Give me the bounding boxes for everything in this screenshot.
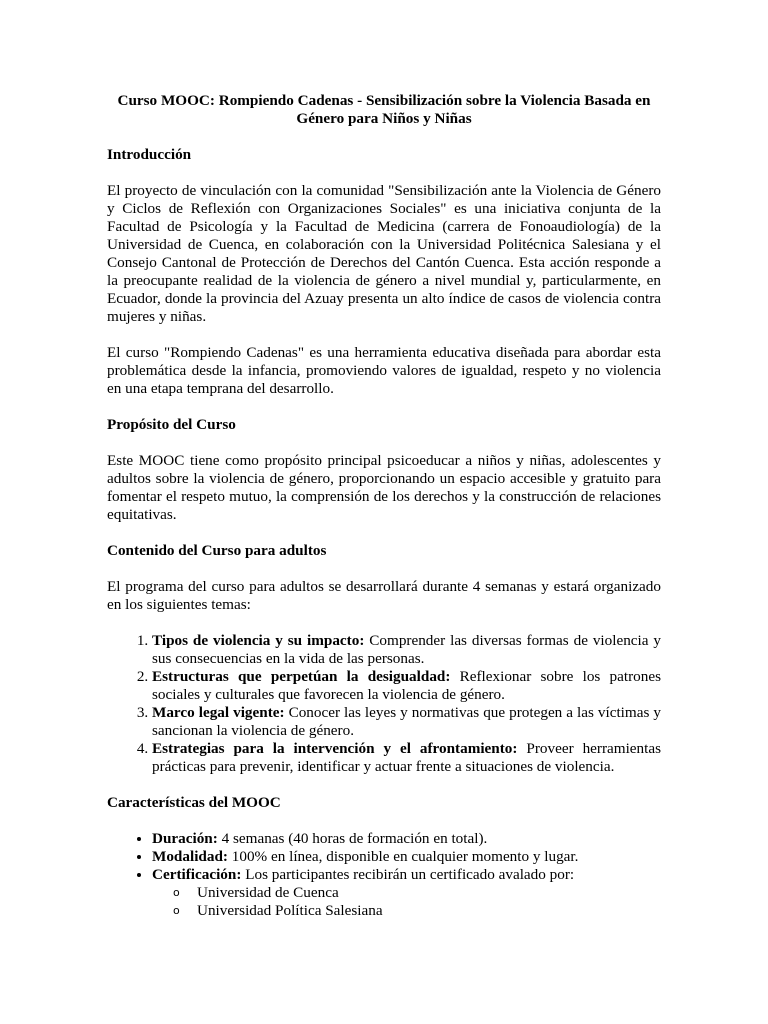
topic-text: Proveer herramientas prácticas para prevenir, identificar y actuar frente a situaciones de violencia. <box>152 740 661 775</box>
certifiers-list <box>152 884 661 920</box>
content-paragraph: El programa del curso para adultos se desarrollará durante 4 semanas y estará organizado en los siguientes temas: <box>107 578 661 613</box>
heading-contenido: Contenido del Curso para adultos <box>107 542 327 559</box>
topic-label: Marco legal vigente: <box>152 704 285 721</box>
list-item <box>152 848 661 866</box>
heading-introduccion: Introducción <box>107 146 192 163</box>
feature-text: 4 semanas (40 horas de formación en total). <box>217 830 488 847</box>
topics-list <box>107 632 661 776</box>
certifier-name: Universidad de Cuenca <box>197 884 339 901</box>
topic-text: Reflexionar sobre los patrones sociales y culturales que favorecen la violencia de género. <box>152 668 661 703</box>
intro-paragraph-2: El curso "Rompiendo Cadenas" es una herramienta educativa diseñada para abordar esta problemática desde la infancia, promoviendo valores de igualdad, respeto y no violencia en una etapa temprana del desarrollo. <box>107 344 661 397</box>
list-item <box>152 632 661 668</box>
heading-proposito: Propósito del Curso <box>107 416 236 433</box>
feature-label: Modalidad: <box>152 848 228 865</box>
list-item <box>152 830 661 848</box>
intro-paragraph-1: El proyecto de vinculación con la comunidad "Sensibilización ante la Violencia de Género y Ciclos de Reflexión con Organizaciones Sociales" es una iniciativa conjunta de la Facultad de Psicología y la Facultad de Medicina (carrera de Fonoaudiología) de la Universidad de Cuenca, en colaboración con la Universidad Politécnica Salesiana y el Consejo Cantonal de Protección de Derechos del Cantón Cuenca. Esta acción responde a la preocupante realidad de la violencia de género a nivel mundial y, particularmente, en Ecuador, donde la provincia del Azuay presenta un alto índice de casos de violencia contra mujeres y niñas. <box>107 182 661 325</box>
feature-label: Duración: <box>152 830 218 847</box>
topic-label: Tipos de violencia y su impacto: <box>152 632 365 649</box>
topic-text: Comprender las diversas formas de violencia y sus consecuencias en la vida de las personas. <box>152 632 661 667</box>
hollow-bullet-icon: o <box>173 886 180 899</box>
hollow-bullet-icon: o <box>173 904 180 917</box>
topic-label: Estrategias para la intervención y el afrontamiento: <box>152 740 518 757</box>
topic-text: Conocer las leyes y normativas que protegen a las víctimas y sancionan la violencia de género. <box>152 704 661 739</box>
list-item <box>152 740 661 776</box>
document-title: Curso MOOC: Rompiendo Cadenas - Sensibilización sobre la Violencia Basada en Género para Niños y Niñas <box>117 92 651 127</box>
feature-text: 100% en línea, disponible en cualquier momento y lugar. <box>227 848 579 865</box>
feature-label: Certificación: <box>152 866 242 883</box>
purpose-paragraph: Este MOOC tiene como propósito principal psicoeducar a niños y niñas, adolescentes y adultos sobre la violencia de género, proporcionando un espacio accesible y gratuito para fomentar el respeto mutuo, la comprensión de los derechos y la construcción de relaciones equitativas. <box>107 452 661 523</box>
list-item <box>152 704 661 740</box>
list-item <box>152 668 661 704</box>
heading-caracteristicas: Características del MOOC <box>107 794 281 811</box>
list-item <box>152 866 661 920</box>
certifier-name: Universidad Política Salesiana <box>197 902 383 919</box>
features-list <box>107 830 661 920</box>
feature-text: Los participantes recibirán un certificado avalado por: <box>241 866 575 883</box>
list-item <box>173 884 661 902</box>
list-item <box>173 902 661 920</box>
topic-label: Estructuras que perpetúan la desigualdad: <box>152 668 451 685</box>
